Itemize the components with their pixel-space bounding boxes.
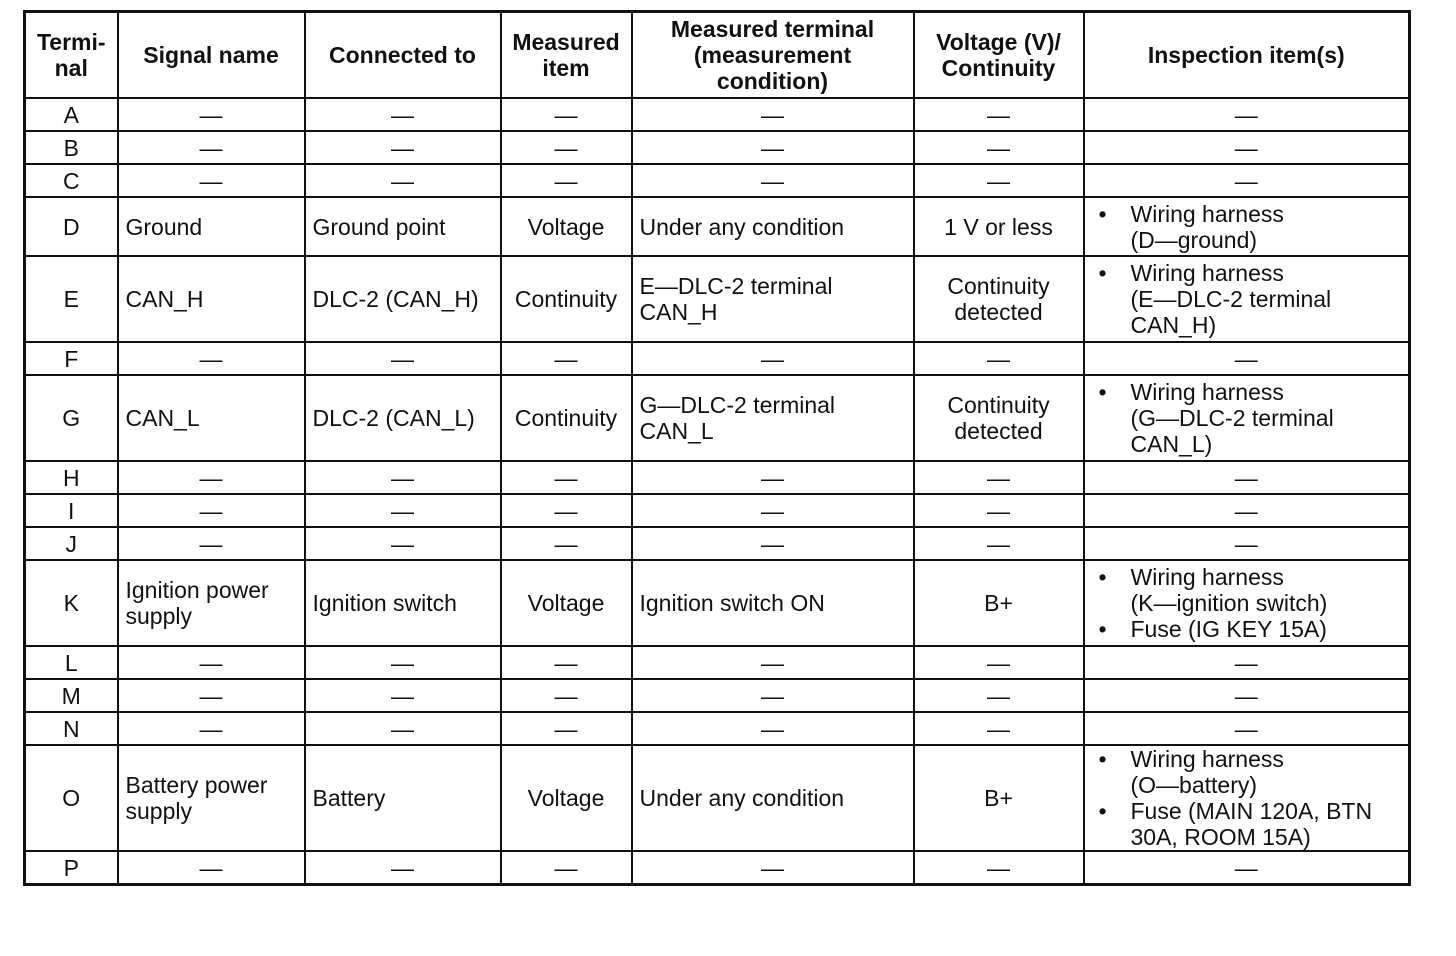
terminal-cell: O bbox=[25, 745, 118, 851]
measured-item-cell: — bbox=[501, 164, 632, 197]
inspection-items-cell: — bbox=[1084, 527, 1410, 560]
table-row bbox=[25, 646, 1410, 679]
bullet-icon: • bbox=[1098, 379, 1107, 405]
inspection-items-cell: — bbox=[1084, 131, 1410, 164]
inspection-items-cell bbox=[1084, 256, 1410, 342]
inspection-list-item bbox=[1099, 616, 1403, 642]
connected-to-cell: — bbox=[305, 98, 501, 131]
terminal-cell: E bbox=[25, 256, 118, 342]
signal-name-cell: — bbox=[118, 679, 305, 712]
table-row bbox=[25, 164, 1410, 197]
inspection-item-text: Wiring harness (O—battery) bbox=[1130, 746, 1284, 798]
measured-item-cell: — bbox=[501, 527, 632, 560]
table-row bbox=[25, 197, 1410, 256]
signal-name-cell: — bbox=[118, 461, 305, 494]
measured-item-cell: — bbox=[501, 131, 632, 164]
inspection-items-cell: — bbox=[1084, 98, 1410, 131]
measured-terminal-cell: — bbox=[632, 461, 914, 494]
inspection-list bbox=[1099, 201, 1403, 253]
header-measured-terminal: Measured terminal (measurement condition) bbox=[632, 12, 914, 99]
table-row bbox=[25, 712, 1410, 745]
table-row bbox=[25, 745, 1410, 851]
measured-terminal-cell: — bbox=[632, 679, 914, 712]
measured-item-cell: — bbox=[501, 494, 632, 527]
measured-terminal-cell: — bbox=[632, 851, 914, 885]
voltage-continuity-cell: — bbox=[914, 851, 1084, 885]
terminal-inspection-table bbox=[23, 10, 1411, 886]
measured-terminal-cell: Ignition switch ON bbox=[632, 560, 914, 646]
signal-name-cell: — bbox=[118, 851, 305, 885]
terminal-cell: I bbox=[25, 494, 118, 527]
terminal-cell: P bbox=[25, 851, 118, 885]
voltage-continuity-cell: — bbox=[914, 131, 1084, 164]
bullet-icon: • bbox=[1098, 616, 1107, 642]
terminal-cell: F bbox=[25, 342, 118, 375]
measured-item-cell: — bbox=[501, 342, 632, 375]
signal-name-cell: CAN_L bbox=[118, 375, 305, 461]
connected-to-cell: — bbox=[305, 646, 501, 679]
inspection-list-item bbox=[1099, 746, 1403, 798]
signal-name-cell: — bbox=[118, 712, 305, 745]
inspection-items-cell: — bbox=[1084, 646, 1410, 679]
signal-name-cell: Ignition power supply bbox=[118, 560, 305, 646]
voltage-continuity-cell: — bbox=[914, 342, 1084, 375]
signal-name-cell: — bbox=[118, 527, 305, 560]
voltage-continuity-cell: — bbox=[914, 527, 1084, 560]
measured-terminal-cell: Under any condition bbox=[632, 197, 914, 256]
table-row bbox=[25, 560, 1410, 646]
measured-terminal-cell: — bbox=[632, 98, 914, 131]
voltage-continuity-cell: — bbox=[914, 164, 1084, 197]
connected-to-cell: — bbox=[305, 494, 501, 527]
signal-name-cell: Ground bbox=[118, 197, 305, 256]
connected-to-cell: — bbox=[305, 679, 501, 712]
terminal-cell: H bbox=[25, 461, 118, 494]
measured-terminal-cell: — bbox=[632, 342, 914, 375]
voltage-continuity-cell: — bbox=[914, 679, 1084, 712]
terminal-cell: A bbox=[25, 98, 118, 131]
inspection-items-cell bbox=[1084, 197, 1410, 256]
table-row bbox=[25, 851, 1410, 885]
signal-name-cell: Battery power supply bbox=[118, 745, 305, 851]
inspection-list bbox=[1099, 564, 1403, 642]
voltage-continuity-cell: — bbox=[914, 646, 1084, 679]
inspection-item-text: Fuse (IG KEY 15A) bbox=[1130, 616, 1327, 642]
inspection-items-cell: — bbox=[1084, 461, 1410, 494]
header-voltage-continuity: Voltage (V)/ Continuity bbox=[914, 12, 1084, 99]
measured-terminal-cell: E—DLC-2 terminal CAN_H bbox=[632, 256, 914, 342]
voltage-continuity-cell: Continuity detected bbox=[914, 375, 1084, 461]
terminal-cell: G bbox=[25, 375, 118, 461]
connected-to-cell: — bbox=[305, 461, 501, 494]
measured-item-cell: — bbox=[501, 461, 632, 494]
measured-item-cell: Voltage bbox=[501, 745, 632, 851]
connected-to-cell: DLC-2 (CAN_L) bbox=[305, 375, 501, 461]
terminal-cell: M bbox=[25, 679, 118, 712]
inspection-list bbox=[1099, 746, 1403, 850]
inspection-list bbox=[1099, 379, 1403, 457]
inspection-items-cell: — bbox=[1084, 851, 1410, 885]
voltage-continuity-cell: — bbox=[914, 98, 1084, 131]
table-row bbox=[25, 527, 1410, 560]
measured-terminal-cell: — bbox=[632, 527, 914, 560]
terminal-cell: J bbox=[25, 527, 118, 560]
voltage-continuity-cell: B+ bbox=[914, 745, 1084, 851]
connected-to-cell: Battery bbox=[305, 745, 501, 851]
header-row bbox=[25, 12, 1410, 99]
voltage-continuity-cell: — bbox=[914, 461, 1084, 494]
table-row bbox=[25, 461, 1410, 494]
inspection-item-text: Fuse (MAIN 120A, BTN 30A, ROOM 15A) bbox=[1130, 798, 1373, 850]
measured-item-cell: Continuity bbox=[501, 256, 632, 342]
connected-to-cell: Ground point bbox=[305, 197, 501, 256]
bullet-icon: • bbox=[1098, 260, 1107, 286]
terminal-cell: N bbox=[25, 712, 118, 745]
measured-terminal-cell: G—DLC-2 terminal CAN_L bbox=[632, 375, 914, 461]
inspection-items-cell: — bbox=[1084, 342, 1410, 375]
measured-item-cell: Continuity bbox=[501, 375, 632, 461]
inspection-items-cell bbox=[1084, 375, 1410, 461]
table-body bbox=[25, 98, 1410, 885]
measured-item-cell: — bbox=[501, 98, 632, 131]
signal-name-cell: CAN_H bbox=[118, 256, 305, 342]
inspection-list bbox=[1099, 260, 1403, 338]
measured-item-cell: Voltage bbox=[501, 197, 632, 256]
signal-name-cell: — bbox=[118, 98, 305, 131]
table-row bbox=[25, 375, 1410, 461]
voltage-continuity-cell: — bbox=[914, 494, 1084, 527]
measured-terminal-cell: — bbox=[632, 712, 914, 745]
inspection-items-cell: — bbox=[1084, 679, 1410, 712]
table-row bbox=[25, 98, 1410, 131]
header-inspection-items: Inspection item(s) bbox=[1084, 12, 1410, 99]
connected-to-cell: — bbox=[305, 527, 501, 560]
voltage-continuity-cell: 1 V or less bbox=[914, 197, 1084, 256]
measured-item-cell: — bbox=[501, 712, 632, 745]
table-row bbox=[25, 256, 1410, 342]
connected-to-cell: — bbox=[305, 712, 501, 745]
bullet-icon: • bbox=[1098, 564, 1107, 590]
connected-to-cell: Ignition switch bbox=[305, 560, 501, 646]
voltage-continuity-cell: — bbox=[914, 712, 1084, 745]
terminal-cell: L bbox=[25, 646, 118, 679]
measured-item-cell: Voltage bbox=[501, 560, 632, 646]
connected-to-cell: — bbox=[305, 164, 501, 197]
measured-item-cell: — bbox=[501, 679, 632, 712]
measured-terminal-cell: — bbox=[632, 131, 914, 164]
table-row bbox=[25, 679, 1410, 712]
inspection-list-item bbox=[1099, 379, 1403, 457]
measured-terminal-cell: — bbox=[632, 646, 914, 679]
connected-to-cell: — bbox=[305, 851, 501, 885]
header-connected-to: Connected to bbox=[305, 12, 501, 99]
measured-terminal-cell: Under any condition bbox=[632, 745, 914, 851]
connected-to-cell: — bbox=[305, 342, 501, 375]
signal-name-cell: — bbox=[118, 342, 305, 375]
inspection-item-text: Wiring harness (E—DLC-2 terminal CAN_H) bbox=[1130, 260, 1332, 338]
inspection-list-item bbox=[1099, 201, 1403, 253]
signal-name-cell: — bbox=[118, 164, 305, 197]
measured-item-cell: — bbox=[501, 646, 632, 679]
table-row bbox=[25, 131, 1410, 164]
inspection-items-cell: — bbox=[1084, 494, 1410, 527]
header-signal-name: Signal name bbox=[118, 12, 305, 99]
terminal-cell: K bbox=[25, 560, 118, 646]
table-row bbox=[25, 342, 1410, 375]
bullet-icon: • bbox=[1098, 200, 1107, 227]
table-row bbox=[25, 494, 1410, 527]
inspection-list-item bbox=[1099, 798, 1403, 850]
inspection-list-item bbox=[1099, 260, 1403, 338]
signal-name-cell: — bbox=[118, 494, 305, 527]
terminal-cell: D bbox=[25, 197, 118, 256]
inspection-items-cell: — bbox=[1084, 712, 1410, 745]
signal-name-cell: — bbox=[118, 131, 305, 164]
bullet-icon: • bbox=[1098, 798, 1107, 824]
inspection-items-cell: — bbox=[1084, 164, 1410, 197]
inspection-item-text: Wiring harness (K—ignition switch) bbox=[1130, 564, 1328, 616]
measured-item-cell: — bbox=[501, 851, 632, 885]
inspection-items-cell bbox=[1084, 560, 1410, 646]
header-terminal: Termi- nal bbox=[25, 12, 118, 99]
voltage-continuity-cell: Continuity detected bbox=[914, 256, 1084, 342]
measured-terminal-cell: — bbox=[632, 494, 914, 527]
voltage-continuity-cell: B+ bbox=[914, 560, 1084, 646]
connected-to-cell: DLC-2 (CAN_H) bbox=[305, 256, 501, 342]
terminal-cell: B bbox=[25, 131, 118, 164]
signal-name-cell: — bbox=[118, 646, 305, 679]
inspection-item-text: Wiring harness (D—ground) bbox=[1130, 200, 1284, 253]
inspection-item-text: Wiring harness (G—DLC-2 terminal CAN_L) bbox=[1130, 379, 1334, 457]
terminal-cell: C bbox=[25, 164, 118, 197]
inspection-items-cell bbox=[1084, 745, 1410, 851]
measured-terminal-cell: — bbox=[632, 164, 914, 197]
bullet-icon: • bbox=[1098, 746, 1107, 772]
connected-to-cell: — bbox=[305, 131, 501, 164]
header-measured-item: Measured item bbox=[501, 12, 632, 99]
inspection-list-item bbox=[1099, 564, 1403, 616]
